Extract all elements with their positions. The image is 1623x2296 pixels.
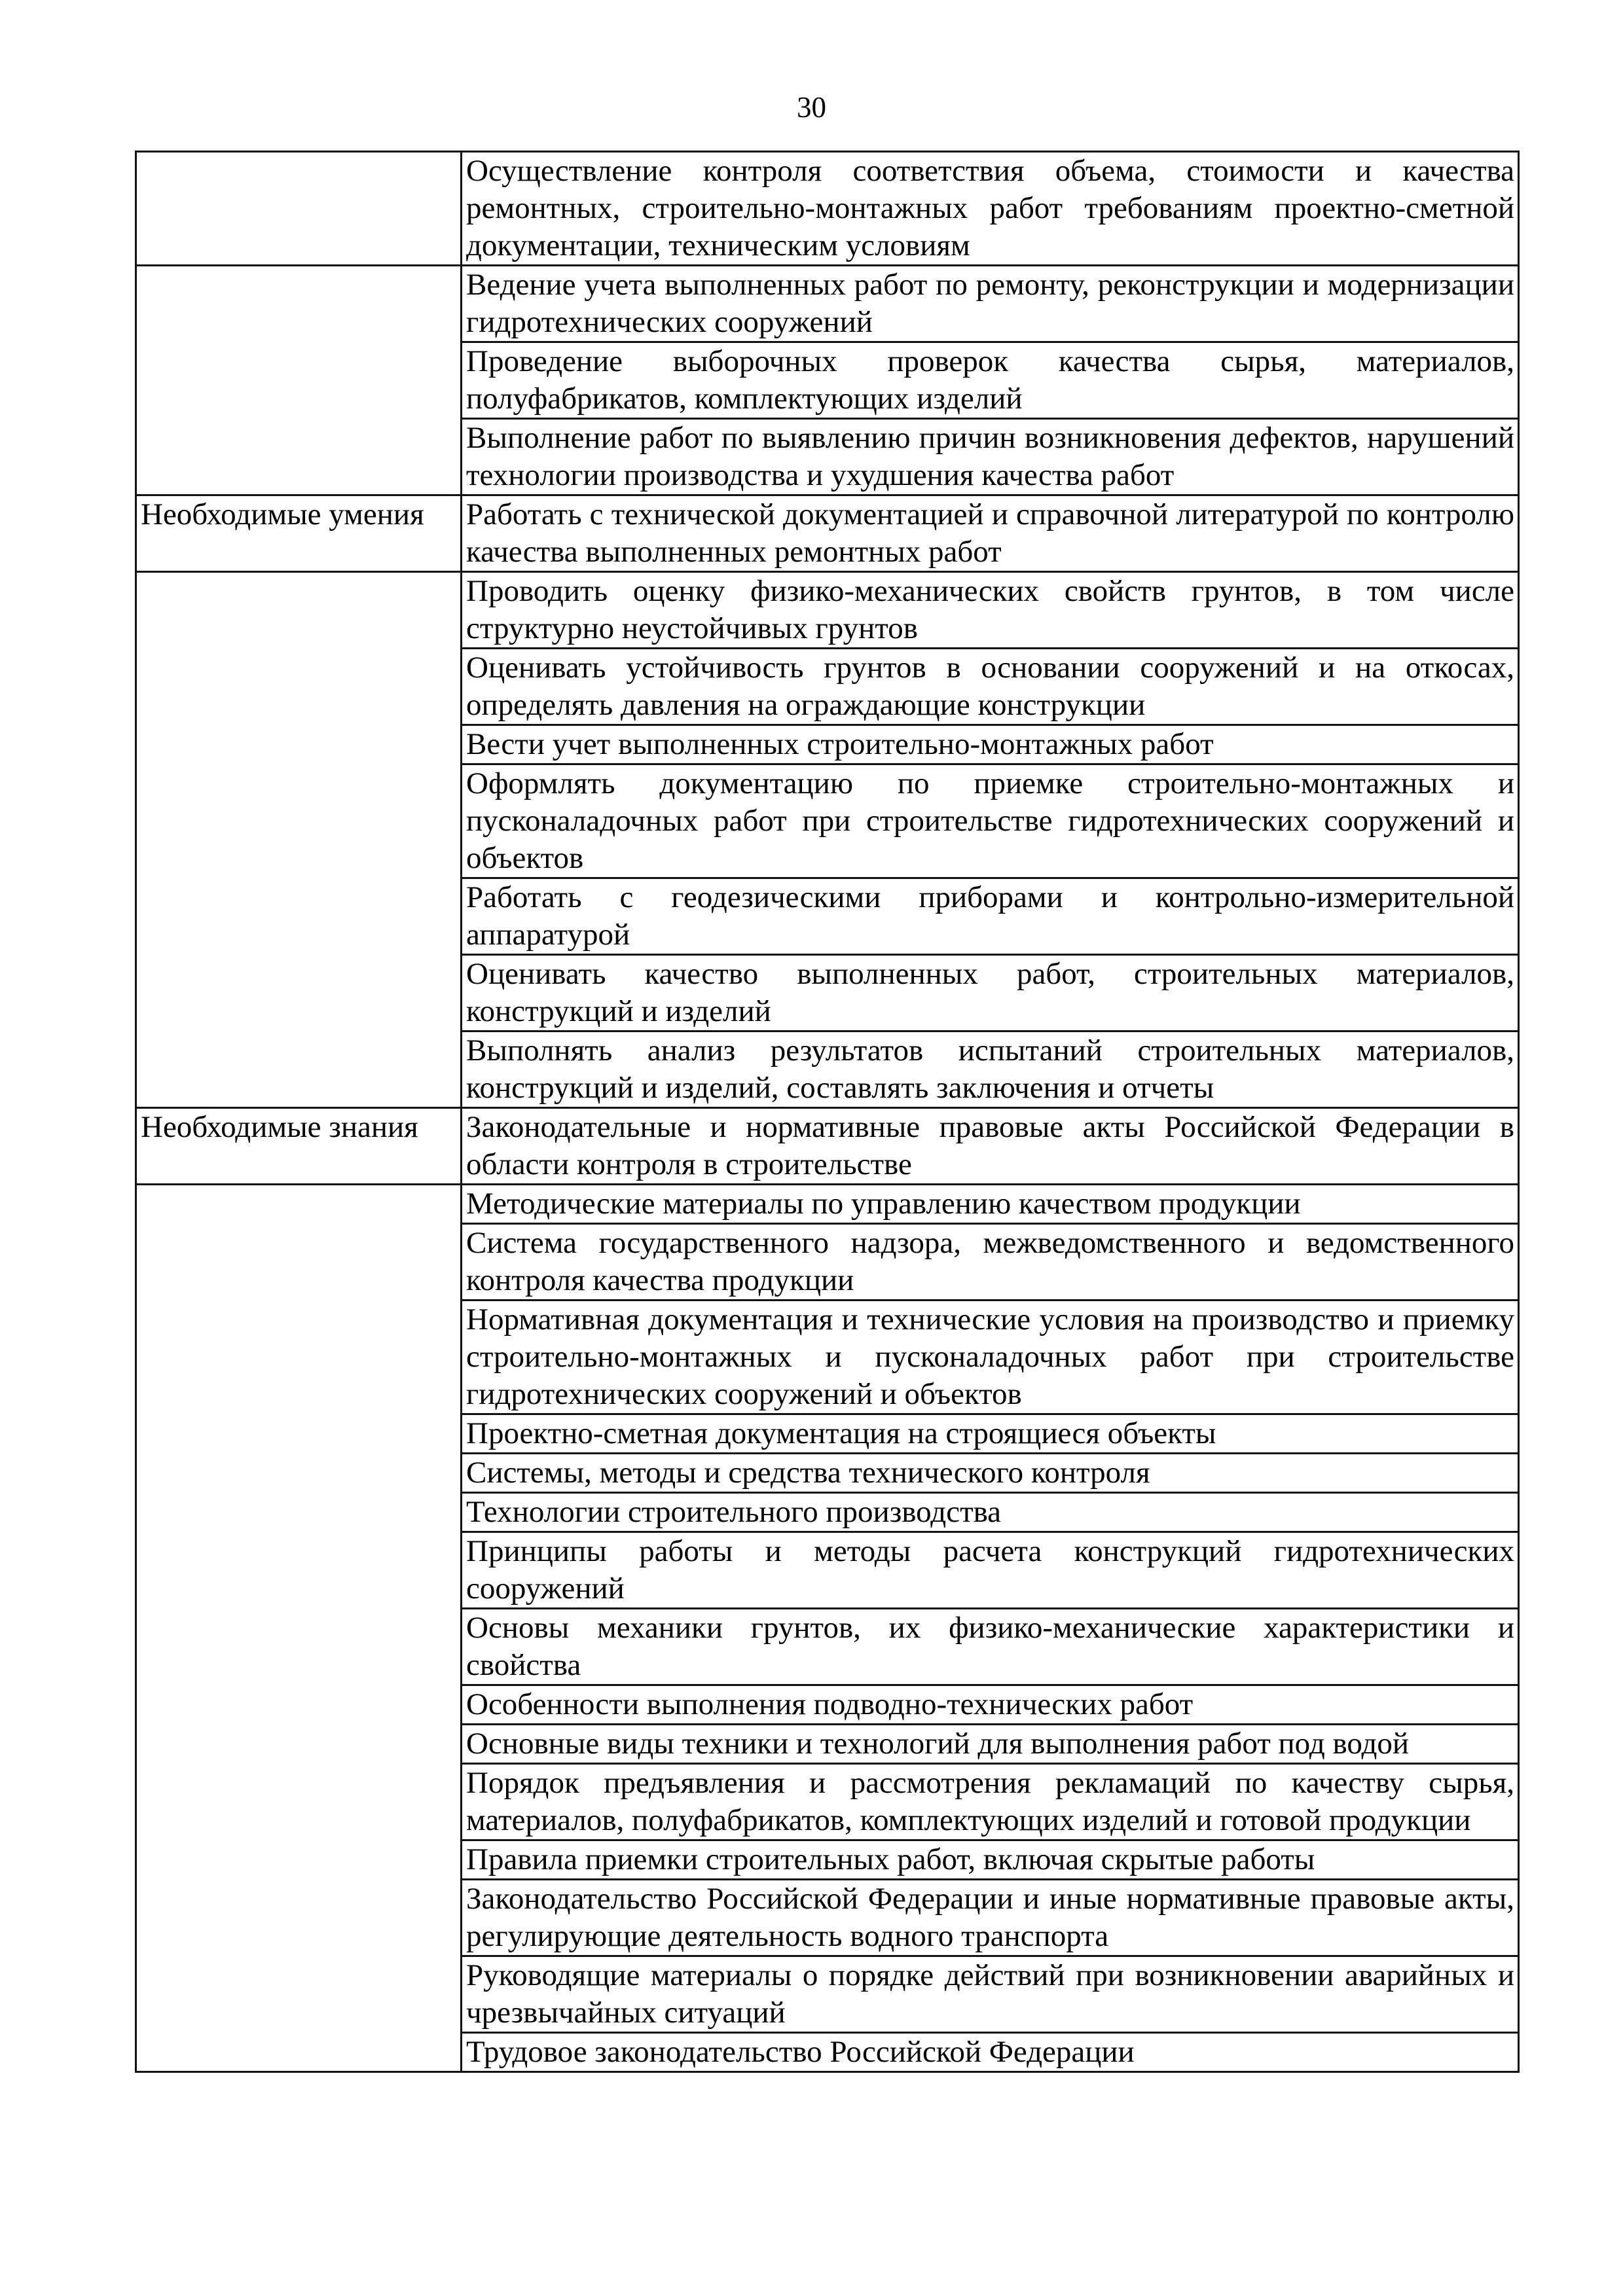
section-label-cell [136,1493,462,1532]
requirement-text: Принципы работы и методы расчета конструкций гидротехнических сооружений [466,1534,1514,1605]
requirements-table-body [136,152,1519,2072]
table-row [136,1840,1519,1880]
table-row [136,955,1519,1031]
requirement-cell [462,1532,1519,1609]
table-row [136,572,1519,649]
requirement-cell [462,725,1519,764]
table-row [136,1609,1519,1685]
table-row [136,1414,1519,1454]
section-label-cell [136,649,462,725]
requirement-text: Проводить оценку физико-механических свойств грунтов, в том числе структурно неустойчивых грунтов [466,574,1514,645]
requirement-text: Работать с геодезическими приборами и контрольно-измерительной аппаратурой [466,880,1514,952]
requirement-text: Основные виды техники и технологий для выполнения работ под водой [466,1727,1410,1761]
section-label-cell [136,1725,462,1764]
requirement-cell [462,1493,1519,1532]
table-row [136,152,1519,266]
table-row [136,878,1519,955]
table-row [136,1185,1519,1224]
table-row [136,1764,1519,1840]
requirement-text: Оценивать качество выполненных работ, строительных материалов, конструкций и изделий [466,957,1514,1028]
table-row [136,764,1519,878]
requirement-text: Особенности выполнения подводно-технических работ [466,1687,1194,1721]
requirement-text: Проведение выборочных проверок качества сырья, материалов, полуфабрикатов, комплектующих изделий [466,344,1514,416]
requirement-cell [462,764,1519,878]
section-label-cell [136,1031,462,1108]
table-row [136,1300,1519,1414]
table-row [136,1956,1519,2033]
table-row [136,1031,1519,1108]
requirement-cell [462,1185,1519,1224]
requirement-cell [462,1880,1519,1956]
requirement-text: Законодательные и нормативные правовые акты Российской Федерации в области контроля в строительстве [466,1110,1514,1181]
requirement-text: Методические материалы по управлению качеством продукции [466,1187,1301,1221]
section-label-cell [136,1880,462,1956]
section-label-cell [136,1532,462,1609]
requirement-cell [462,878,1519,955]
section-label-cell [136,764,462,878]
section-label-cell [136,1609,462,1685]
requirement-text: Работать с технической документацией и справочной литературой по контролю качества выполненных ремонтных работ [466,497,1514,569]
section-label: Необходимые знания [141,1110,418,1144]
table-row [136,2033,1519,2072]
table-row [136,1725,1519,1764]
section-label-cell [136,266,462,342]
requirement-cell [462,1685,1519,1725]
requirement-text: Нормативная документация и технические условия на производство и приемку строительно-монтажных и пусконаладочных работ при строительстве гидротехнических сооружений и объектов [466,1302,1514,1411]
requirement-cell [462,266,1519,342]
requirement-text: Оформлять документацию по приемке строительно-монтажных и пусконаладочных работ при строительстве гидротехнических сооружений и объектов [466,766,1514,875]
requirement-text: Системы, методы и средства технического контроля [466,1456,1150,1490]
requirements-table [135,151,1520,2073]
requirement-text: Осуществление контроля соответствия объема, стоимости и качества ремонтных, строительно-монтажных работ требованиям проектно-сметной документации, техническим условиям [466,154,1514,262]
requirement-text: Законодательство Российской Федерации и иные нормативные правовые акты, регулирующие деятельность водного транспорта [466,1882,1514,1953]
table-row [136,1493,1519,1532]
requirement-cell [462,1764,1519,1840]
section-label-cell [136,2033,462,2072]
table-row [136,725,1519,764]
section-label-cell [136,572,462,649]
section-label-cell [136,1108,462,1185]
requirement-text: Вести учет выполненных строительно-монтажных работ [466,727,1214,761]
table-row [136,1532,1519,1609]
requirement-cell [462,2033,1519,2072]
requirement-cell [462,1725,1519,1764]
requirement-text: Трудовое законодательство Российской Федерации [466,2035,1135,2069]
section-label-cell [136,1685,462,1725]
table-row [136,1880,1519,1956]
requirement-cell [462,342,1519,419]
requirement-cell [462,1454,1519,1493]
requirement-cell [462,1031,1519,1108]
section-label-cell [136,1454,462,1493]
table-row [136,1685,1519,1725]
requirement-cell [462,955,1519,1031]
section-label-cell [136,419,462,495]
requirement-cell [462,572,1519,649]
requirement-cell [462,1840,1519,1880]
table-row [136,266,1519,342]
requirement-text: Технологии строительного производства [466,1495,1002,1529]
requirement-cell [462,1108,1519,1185]
section-label-cell [136,1956,462,2033]
section-label-cell [136,1764,462,1840]
section-label-cell [136,955,462,1031]
table-row [136,1454,1519,1493]
requirement-text: Проектно-сметная документация на строящиеся объекты [466,1416,1216,1450]
section-label-cell [136,152,462,266]
table-row [136,1224,1519,1300]
requirement-cell [462,1300,1519,1414]
requirement-text: Оценивать устойчивость грунтов в основании сооружений и на откосах, определять давления на ограждающие конструкции [466,651,1514,722]
table-row [136,649,1519,725]
section-label-cell [136,1840,462,1880]
section-label-cell [136,1224,462,1300]
page-number: 30 [797,91,826,124]
table-row [136,342,1519,419]
requirement-cell [462,1224,1519,1300]
requirement-text: Ведение учета выполненных работ по ремонту, реконструкции и модернизации гидротехнических сооружений [466,268,1514,339]
section-label-cell [136,495,462,572]
requirement-text: Порядок предъявления и рассмотрения рекламаций по качеству сырья, материалов, полуфабрикатов, комплектующих изделий и готовой продукции [466,1766,1514,1837]
requirement-text: Выполнять анализ результатов испытаний строительных материалов, конструкций и изделий, составлять заключения и отчеты [466,1033,1514,1105]
section-label-cell [136,342,462,419]
section-label-cell [136,1414,462,1454]
section-label-cell [136,878,462,955]
table-row [136,1108,1519,1185]
requirement-text: Руководящие материалы о порядке действий при возникновении аварийных и чрезвычайных ситуаций [466,1958,1514,2030]
requirement-text: Выполнение работ по выявлению причин возникновения дефектов, нарушений технологии производства и ухудшения качества работ [466,421,1514,492]
section-label-cell [136,725,462,764]
requirement-cell [462,1414,1519,1454]
section-label-cell [136,1185,462,1224]
requirement-text: Правила приемки строительных работ, включая скрытые работы [466,1842,1315,1876]
section-label-cell [136,1300,462,1414]
requirement-cell [462,1609,1519,1685]
requirement-text: Основы механики грунтов, их физико-механические характеристики и свойства [466,1611,1514,1682]
section-label: Необходимые умения [141,497,424,531]
requirement-text: Система государственного надзора, межведомственного и ведомственного контроля качества продукции [466,1226,1514,1297]
table-row [136,419,1519,495]
requirement-cell [462,152,1519,266]
requirement-cell [462,649,1519,725]
table-row [136,495,1519,572]
requirement-cell [462,495,1519,572]
requirement-cell [462,419,1519,495]
requirement-cell [462,1956,1519,2033]
